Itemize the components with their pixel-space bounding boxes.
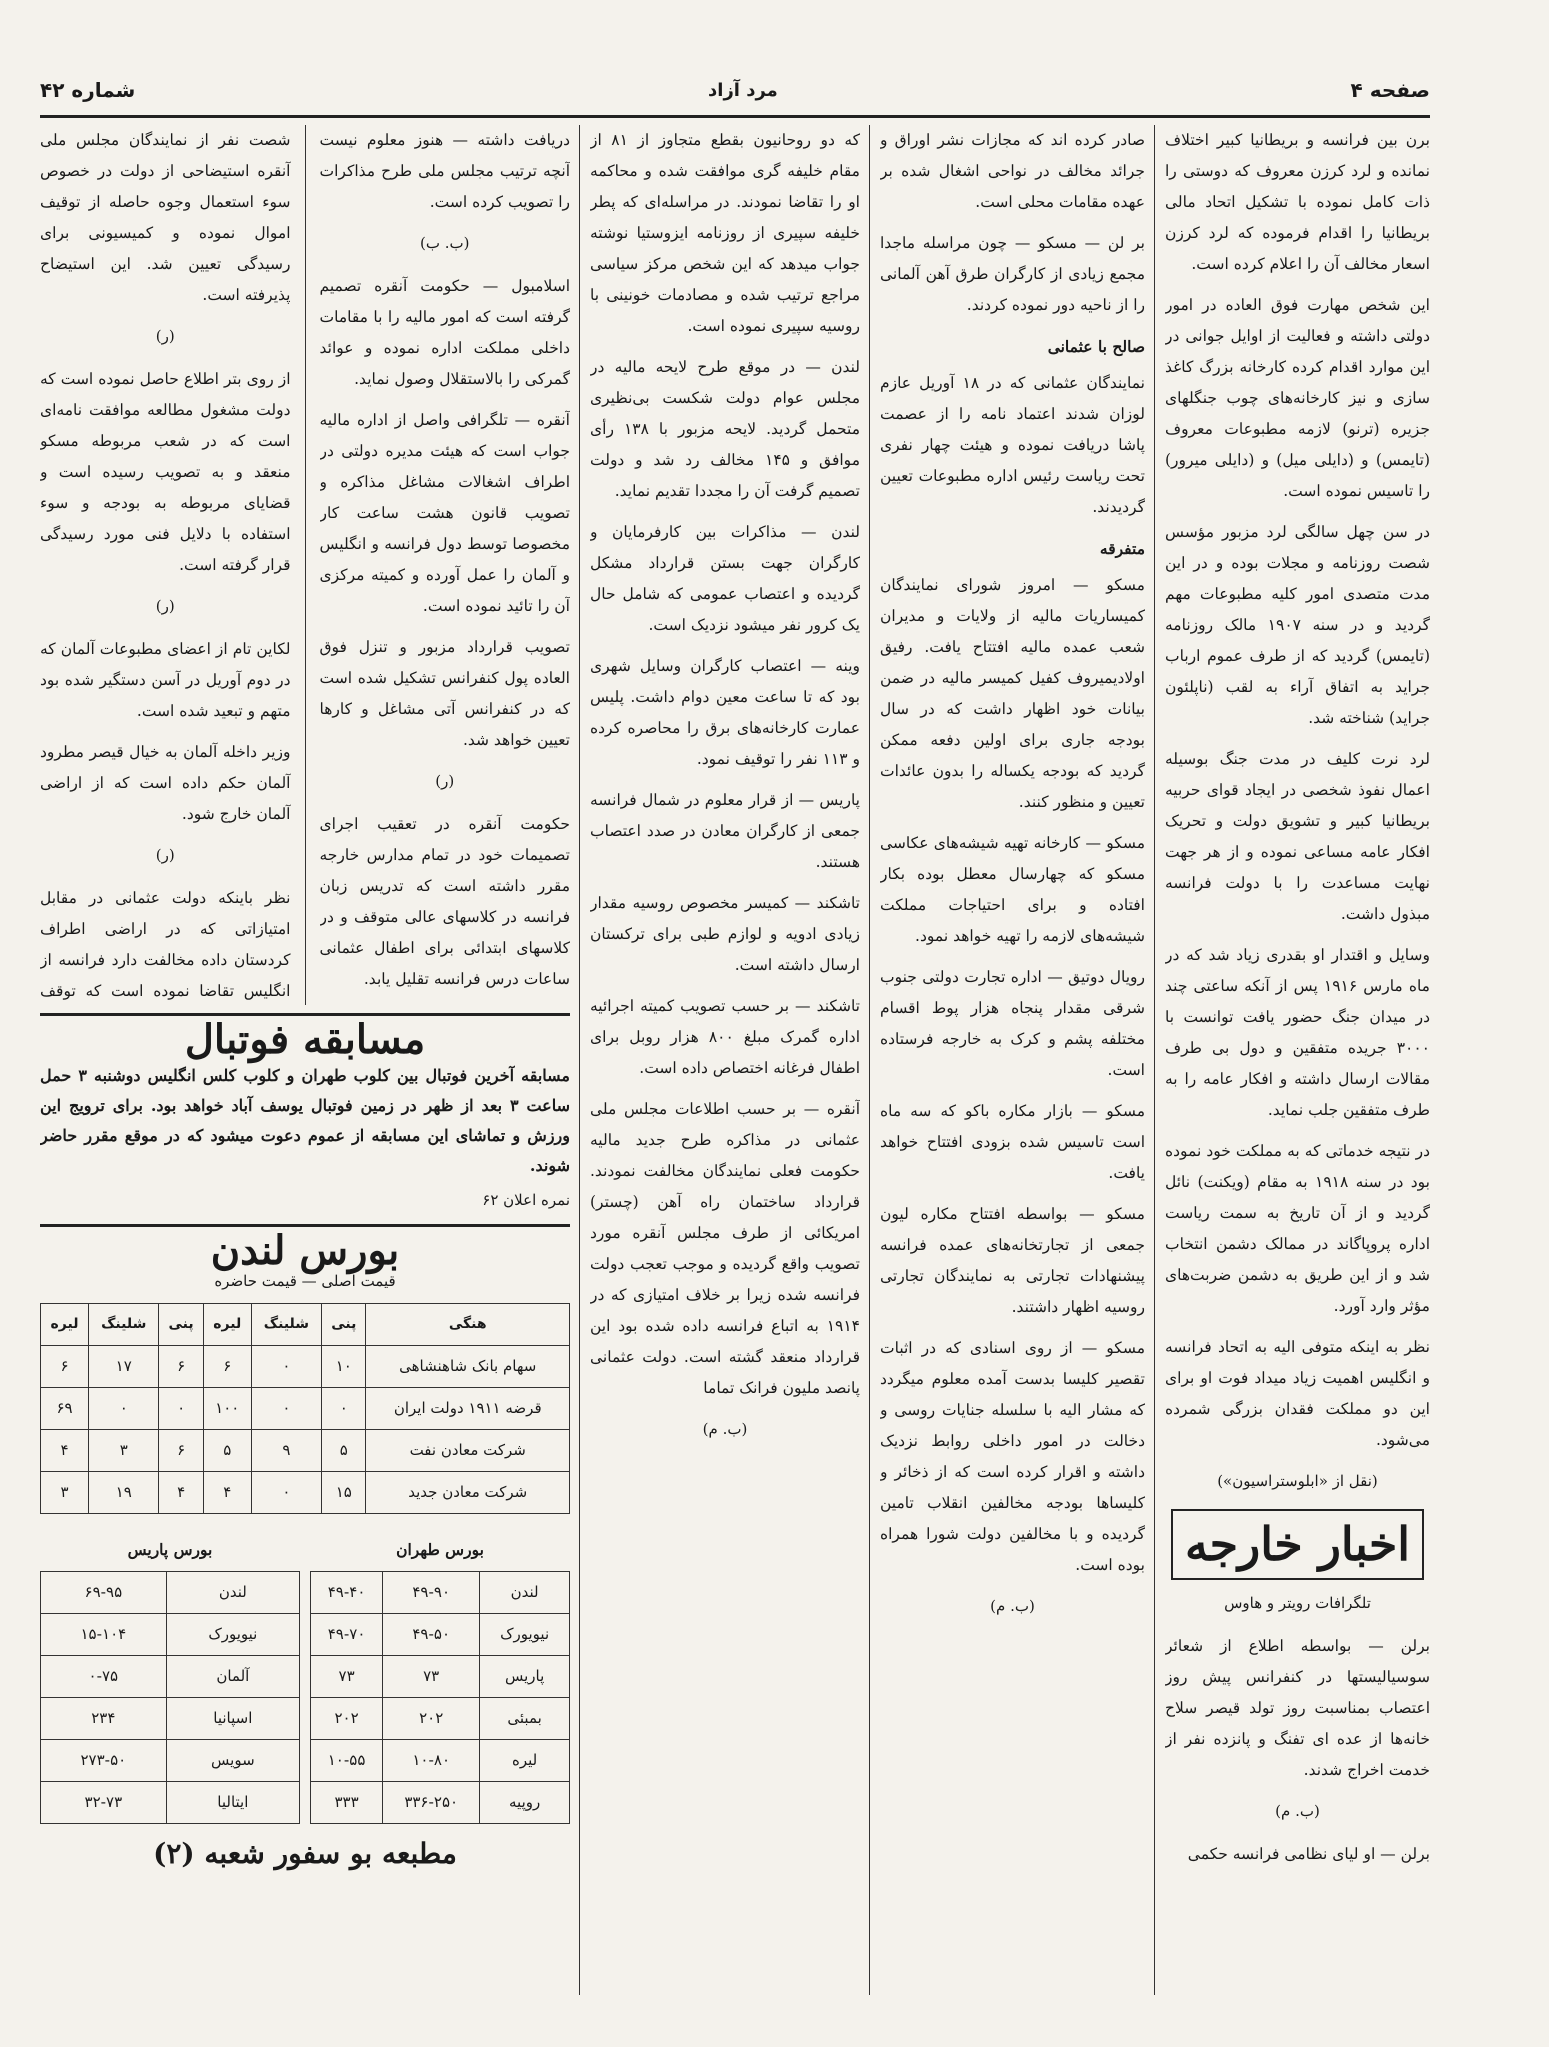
bourse-subtitle: قیمت اصلی — قیمت حاضره — [214, 1272, 396, 1290]
table-cell: ۱۰-۵۵ — [311, 1740, 383, 1782]
article-signature: (ب. م) — [702, 1420, 748, 1438]
table-row — [311, 1740, 570, 1782]
table-cell: ۶۹-۹۵ — [41, 1572, 167, 1614]
table-row — [41, 1740, 300, 1782]
columns-4-5 — [40, 125, 570, 1005]
table-cell: ۶ — [41, 1346, 89, 1388]
table-cell: ایتالیا — [166, 1782, 299, 1824]
paris-bourse-title: بورس پاریس — [127, 1540, 213, 1559]
article-paragraph: اسلامبول — حکومت آنقره تصمیم گرفته است که امور مالیه را با مقامات داخلی مملکت اداره نموده و عوائد گمرکی را بالاستقلال وصول نماید. — [319, 277, 570, 388]
column-3 — [590, 125, 860, 1995]
foreign-news-subheading: تلگرافات رویتر و هاوس — [1224, 1594, 1371, 1612]
table-cell: ۰ — [159, 1388, 203, 1430]
table-cell: ۴۹-۴۰ — [311, 1572, 383, 1614]
table-cell: ۵ — [203, 1430, 251, 1472]
table-cell: ۴ — [41, 1430, 89, 1472]
table-cell: ۷۳ — [383, 1656, 480, 1698]
column-divider — [869, 125, 870, 1995]
table-cell: ۰ — [251, 1472, 321, 1514]
ad-title: مسابقه فوتبال — [184, 1016, 426, 1063]
ad-number: نمره اعلان ۶۲ — [482, 1191, 570, 1209]
article-paragraph: وزیر داخله آلمان به خیال قیصر مطرود آلمان حکم داده است که از اراضی آلمان خارج شود. — [40, 743, 291, 823]
table-cell: ۲۰۲ — [383, 1698, 480, 1740]
column-divider — [1154, 125, 1155, 1995]
table-cell: ۱۷ — [89, 1346, 159, 1388]
paris-bourse — [40, 1528, 300, 1824]
column-divider — [305, 125, 306, 1005]
article-paragraph: لرد نرت کلیف در مدت جنگ بوسیله اعمال نفوذ شخصی در ایجاد قوای حربیه بریطانیا کبیر و تشویق دولت و تحریک افکار عامه مساعی نموده و از هر جهت نهایت مساعدت را با دولت فرانسه مبذول داشت. — [1165, 750, 1430, 923]
table-cell: ۳ — [41, 1472, 89, 1514]
tehran-bourse-title: بورس طهران — [396, 1540, 484, 1559]
article-paragraph: بر لن — مسکو — چون مراسله ماجدا مجمع زیادی از کارگران طرق آهن آلمانی را از ناحیه دور نموده کردند. — [880, 234, 1145, 314]
table-cell: ۱۹ — [89, 1472, 159, 1514]
table-row — [41, 1572, 300, 1614]
table-header: لیره — [203, 1304, 251, 1346]
article-paragraph: مسکو — امروز شورای نمایندگان کمیساریات مالیه از ولایات و مدیران شعب عمده مالیه افتتاح یافت. رفیق اولادیمیروف کفیل کمیسر مالیه در ضمن بیانات خود اظهار داشت که در سال بودجه جاری برای اولین دفعه ممکن گردید که بودجه یکساله را بدون عائدات تعیین و منظور کنند. — [880, 576, 1145, 811]
table-row — [311, 1782, 570, 1824]
article-paragraph: دریافت داشته — هنوز معلوم نیست آنچه ترتیب مجلس ملی طرح مذاکرات را تصویب کرده است. — [319, 131, 570, 211]
table-row — [311, 1656, 570, 1698]
table-cell: ۱۰۰ — [203, 1388, 251, 1430]
table-cell: ۵ — [322, 1430, 366, 1472]
printer-imprint: مطبعه بو سفور شعبه (۲) — [153, 1837, 457, 1870]
table-row — [41, 1614, 300, 1656]
paper-name: مرد آزاد — [708, 79, 778, 101]
table-cell: ۴۹-۵۰ — [383, 1614, 480, 1656]
article-paragraph: تاشکند — کمیسر مخصوص روسیه مقدار زیادی ادویه و لوازم طبی برای ترکستان ارسال داشته است. — [590, 894, 860, 974]
article-paragraph: برن بین فرانسه و بریطانیا کبیر اختلاف نمانده و لرد کرزن معروف که دوستی را ذات کامل نموده با تشکیل اتحاد مالی بریطانیا را اقدام فرموده که لرد کرزن اسعار مخالف آن را اعلام کرده است. — [1165, 131, 1430, 273]
article-paragraph: رویال دوتیق — اداره تجارت دولتی جنوب شرقی مقدار پنجاه هزار پوط اقسام مختلفه پشم و کرک به خارجه فرستاده است. — [880, 968, 1145, 1079]
left-block — [40, 125, 570, 1995]
table-cell: لندن — [166, 1572, 299, 1614]
article-paragraph: در نتیجه خدماتی که به مملکت خود نموده بود در سنه ۱۹۱۸ به مقام (ویکنت) نائل گردید و از آن تاریخ به سمت ریاست اداره پروپاگاند در ممالک دشمن انتخاب شد و از این طریق به دشمن ضربت‌های مؤثر وارد آورد. — [1165, 1142, 1430, 1315]
table-cell: ۴ — [203, 1472, 251, 1514]
table-row — [41, 1472, 570, 1514]
table-cell: ۴ — [159, 1472, 203, 1514]
table-row — [311, 1698, 570, 1740]
article-paragraph: از روی بتر اطلاع حاصل نموده است که دولت مشغول مطالعه موافقت نامه‌ای است که در شعب مربوطه مسکو منعقد و به تصویب رسیده است و قضایای مربوطه به بودجه و سوء استفاده با دلایل فنی مورد رسیدگی قرار گرفته است. — [40, 370, 291, 574]
paris-bourse-table — [40, 1571, 300, 1824]
article-paragraph: لندن — مذاکرات بین کارفرمایان و کارگران جهت بستن قرارداد مشکل گردیده و اعتصاب عمومی که شامل حال یک کرور نفر میشود نزدیک است. — [590, 523, 860, 634]
table-header: پنی — [322, 1304, 366, 1346]
article-signature: (ر) — [155, 327, 175, 345]
table-cell: ۶ — [159, 1346, 203, 1388]
article-signature: (ب. ب) — [420, 234, 470, 252]
table-row — [41, 1346, 570, 1388]
table-cell: ۷۳ — [311, 1656, 383, 1698]
table-cell: ۶ — [203, 1346, 251, 1388]
article-paragraph: برلن — بواسطه اطلاع از شعائر سوسیالیستها در کنفرانس پیش روز اعتصاب بمناسبت روز تولد قیصر سلاح خانه‌ها از عده ای تفنگ و پانزده نفر از خدمت اخراج شدند. — [1165, 1637, 1430, 1779]
table-row — [41, 1388, 570, 1430]
table-cell: ۳ — [89, 1430, 159, 1472]
table-cell: ۳۳۳ — [311, 1782, 383, 1824]
table-cell: لیره — [480, 1740, 570, 1782]
tehran-bourse — [310, 1528, 570, 1824]
column-1 — [1165, 125, 1430, 1995]
table-cell: نیویورک — [480, 1614, 570, 1656]
article-signature: (ر) — [155, 597, 175, 615]
table-header-row — [41, 1304, 570, 1346]
table-cell: ۲۰۲ — [311, 1698, 383, 1740]
article-paragraph: تاشکند — بر حسب تصویب کمیته اجرائیه اداره گمرک مبلغ ۸۰۰ هزار روبل برای اطفال فرغانه اختصاص داده است. — [590, 997, 860, 1077]
london-bourse — [40, 1227, 570, 1824]
football-ad — [40, 1016, 570, 1216]
foreign-news-heading: اخبار خارجه — [1171, 1509, 1424, 1580]
page-body — [40, 45, 1430, 2005]
article-signature: (ب. م) — [990, 1597, 1035, 1615]
article-paragraph: آنقره — تلگرافی واصل از اداره مالیه جواب است که هیئت مدیره دولتی در اطراف اشغالات مشاغل مذاکره و تصویب قانون هشت ساعت کار مخصوصا توسط دول فرانسه و انگلیس و آلمان را عمل آورده و کمیته مرکزی آن را تائید نموده است. — [319, 411, 570, 615]
section-subhead: صالح با عثمانی — [1047, 337, 1145, 356]
article-source: (نقل از «ابلوستراسیون») — [1217, 1472, 1378, 1490]
article-paragraph: لکاین تام از اعضای مطبوعات آلمان که در دوم آوریل در آسن دستگیر شده بود متهم و تبعید شده است. — [40, 640, 291, 720]
table-cell: قرضه ۱۹۱۱ دولت ایران — [366, 1388, 570, 1430]
column-2 — [880, 125, 1145, 1995]
table-row — [311, 1572, 570, 1614]
london-bourse-table — [40, 1303, 570, 1514]
table-cell: شرکت معادن نفت — [366, 1430, 570, 1472]
issue-number: شماره ۴۲ — [40, 78, 136, 102]
masthead — [40, 65, 1430, 118]
table-cell: ۲۷۳-۵۰ — [41, 1740, 167, 1782]
table-header: لیره — [41, 1304, 89, 1346]
table-header: شلینگ — [89, 1304, 159, 1346]
table-cell: ۶ — [159, 1430, 203, 1472]
table-cell: ۰ — [251, 1388, 321, 1430]
table-cell: ۰ — [251, 1346, 321, 1388]
table-cell: لندن — [480, 1572, 570, 1614]
table-header: پنی — [159, 1304, 203, 1346]
table-cell: سهام بانک شاهنشاهی — [366, 1346, 570, 1388]
article-paragraph: حکومت آنقره در تعقیب اجرای تصمیمات خود در تمام مدارس خارجه مقرر داشته است که تدریس زبان فرانسه در کلاسهای عالی متوقف و در کلاسهای ابتدائی برای اطفال عثمانی ساعات درس فرانسه تقلیل یابد. — [319, 815, 570, 988]
table-cell: اسپانیا — [166, 1698, 299, 1740]
article-paragraph: پاریس — از قرار معلوم در شمال فرانسه جمعی از کارگران معادن در صدد اعتصاب هستند. — [590, 791, 860, 871]
table-cell: ۰ — [89, 1388, 159, 1430]
article-paragraph: نمایندگان عثمانی که در ۱۸ آوریل عازم لوزان شدند اعتماد نامه را از عصمت پاشا دریافت نموده و هیئت چهار نفری تحت ریاست رئیس اداره مطبوعات تعیین گردیدند. — [880, 374, 1145, 516]
table-header: هنگی — [366, 1304, 570, 1346]
article-paragraph: مسکو — بازار مکاره باکو که سه ماه است تاسیس شده بزودی افتتاح خواهد یافت. — [880, 1102, 1145, 1182]
article-paragraph: نظر به اینکه متوفی الیه به اتحاد فرانسه و انگلیس اهمیت زیاد میداد فوت او برای این دو مملکت فقدان بزرگی شمرده می‌شود. — [1165, 1338, 1430, 1449]
table-row — [41, 1782, 300, 1824]
article-signature: (ب. م) — [1275, 1802, 1320, 1820]
ad-text: مسابقه آخرین فوتبال بین کلوب طهران و کلوب کلس انگلیس دوشنبه ۳ حمل ساعت ۳ بعد از ظهر در زمین فوتبال یوسف آباد خواهد بود. برای ترویج این ورزش و تماشای این مسابقه از عموم دعوت میشود که در موقع مقرر حاضر شوند. — [40, 1066, 570, 1175]
table-cell: شرکت معادن جدید — [366, 1472, 570, 1514]
article-paragraph: آنقره — بر حسب اطلاعات مجلس ملی عثمانی در مذاکره طرح جدید مالیه حکومت فعلی نمایندگان مخالفت نمودند. قرارداد ساختمان راه آهن (چستر) امریکائی از طرف مجلس آنقره مورد تصویب واقع گردیده و موجب تعجب دولت فرانسه شده زیرا بر خلاف امتیازی که در ۱۹۱۴ به اتباع فرانسه داده شده بود این قرارداد منعقد گشته است. دولت عثمانی پانصد ملیون فرانک تماما — [590, 1100, 860, 1397]
table-cell: ۳۳۶-۲۵۰ — [383, 1782, 480, 1824]
section-subhead: متفرقه — [1099, 539, 1145, 558]
table-cell: ۹ — [251, 1430, 321, 1472]
exchange-tables — [40, 1528, 570, 1824]
article-paragraph: تصویب قرارداد مزبور و تنزل فوق العاده پول کنفرانس تشکیل شده است که در کنفرانس آتی مشاغل و کارها تعیین خواهد شد. — [319, 638, 570, 749]
article-paragraph: برلن — او لیای نظامی فرانسه حکمی — [1187, 1845, 1430, 1863]
article-paragraph: در سن چهل سالگی لرد مزبور مؤسس شصت روزنامه و مجلات بوده و در این مدت متصدی امور کلیه مطبوعات مهم گردید و در سنه ۱۹۰۷ مالک روزنامه (تایمس) گردید که از طرف عموم ارباب جراید به اتفاق آراء به لقب (ناپلئون جراید) شناخته شد. — [1165, 523, 1430, 727]
table-header: شلینگ — [251, 1304, 321, 1346]
table-cell: بمبئی — [480, 1698, 570, 1740]
column-divider — [579, 125, 580, 1995]
table-cell: ۶۹ — [41, 1388, 89, 1430]
table-cell: ۲۳۴ — [41, 1698, 167, 1740]
article-paragraph: شصت نفر از نمایندگان مجلس ملی آنقره استیضاحی از دولت در خصوص سوء استعمال وجوه حاصله از توقیف اموال نموده و کمیسیونی برای رسیدگی تعیین شد. این استیضاح پذیرفته است. — [40, 131, 291, 304]
article-paragraph: وسایل و اقتدار او بقدری زیاد شد که در ماه مارس ۱۹۱۶ پس از آنکه ساعتی چند در میدان جنگ حضور یافت توانست با ۳۰۰۰ جریده متفقین و دول بی طرف مقالات ارسال داشته و افکار عامه را به طرف متفقین جلب نماید. — [1165, 946, 1430, 1119]
article-paragraph: مسکو — بواسطه افتتاح مکاره لیون جمعی از تجارتخانه‌های عمده فرانسه پیشنهادات تجارتی به نمایندگان تجارتی روسیه اظهار داشتند. — [880, 1205, 1145, 1316]
article-paragraph: که دو روحانیون بقطع متجاوز از ۸۱ از مقام خلیفه گری موافقت شده و محاکمه او را تقاضا نمودند. در مراسله‌ای که پطر خلیفه سپیری از روزنامه ایزوستیا نوشته جواب میدهد که این شخص مرکز سیاسی مراجع ترتیب شده و مصادمات خونینی با روسیه سپیری نموده است. — [590, 131, 860, 335]
column-4 — [320, 125, 571, 1005]
column-5 — [40, 125, 291, 1005]
article-signature: (ر) — [435, 772, 455, 790]
article-paragraph: صادر کرده اند که مجازات نشر اوراق و جرائد مخالف در نواحی اشغال شده بر عهده مقامات محلی است. — [880, 131, 1145, 211]
table-cell: ۰-۷۵ — [41, 1656, 167, 1698]
article-paragraph: لندن — در موقع طرح لایحه مالیه در مجلس عوام دولت شکست بی‌نظیری متحمل گردید. لایحه مزبور با ۱۳۸ رأی موافق و ۱۴۵ مخالف رد شد و دولت تصمیم گرفت آن را مجددا تقدیم نماید. — [590, 358, 860, 500]
page-number: صفحه ۴ — [1350, 78, 1430, 102]
table-cell: ۱۵ — [322, 1472, 366, 1514]
table-cell: پاریس — [480, 1656, 570, 1698]
table-row — [311, 1614, 570, 1656]
article-signature: (ر) — [155, 846, 175, 864]
table-cell: ۱۰-۸۰ — [383, 1740, 480, 1782]
table-cell: روپیه — [480, 1782, 570, 1824]
table-cell: ۳۲-۷۳ — [41, 1782, 167, 1824]
article-paragraph: این شخص مهارت فوق العاده در امور دولتی داشته و فعالیت از اوایل جوانی در این موارد اقدام کرده کارخانه بزرگ کاغذ سازی و نیز کارخانه‌های چوب جنگلهای جزیره (ترنو) لازمه مطبوعات معروف (تایمس) و (دایلی میل) و (دایلی میرور) را تاسیس نموده است. — [1165, 296, 1430, 500]
table-cell: ۴۹-۷۰ — [311, 1614, 383, 1656]
article-paragraph: وینه — اعتصاب کارگران وسایل شهری بود که تا ساعت معین دوام داشت. پلیس عمارت کارخانه‌های برق را محاصره کرده و ۱۱۳ نفر را توقیف نمود. — [590, 657, 860, 768]
table-row — [41, 1656, 300, 1698]
article-paragraph: مسکو — از روی اسنادی که در اثبات تقصیر کلیسا بدست آمده معلوم میگردد که مشار الیه با سلسله جنایات روسی و دخالت در امور داخلی روابط نزدیک داشته و اقرار کرده است که از ذخائر و کلیساها بودجه مخالفین انقلاب تامین گردیده و با مخالفین دولت شورا همراه بوده است. — [880, 1339, 1145, 1574]
table-row — [41, 1698, 300, 1740]
table-cell: ۱۰ — [322, 1346, 366, 1388]
bourse-title: بورس لندن — [210, 1227, 400, 1274]
table-cell: سویس — [166, 1740, 299, 1782]
article-paragraph: نظر باینکه دولت عثمانی در مقابل امتیازاتی که در اراضی اطراف کردستان داده مخالفت دارد فرانسه از انگلیس تقاضا نموده است که توقف — [40, 889, 291, 1000]
table-row — [41, 1430, 570, 1472]
table-cell: ۱۵-۱۰۴ — [41, 1614, 167, 1656]
table-cell: نیویورک — [166, 1614, 299, 1656]
article-paragraph: مسکو — کارخانه تهیه شیشه‌های عکاسی مسکو که چهارسال معطل بوده بکار افتاده و برای احتیاجات مملکت شیشه‌های لازمه را تهیه خواهد نمود. — [880, 834, 1145, 945]
tehran-bourse-table — [310, 1571, 570, 1824]
table-cell: ۴۹-۹۰ — [383, 1572, 480, 1614]
table-cell: ۰ — [322, 1388, 366, 1430]
table-cell: آلمان — [166, 1656, 299, 1698]
